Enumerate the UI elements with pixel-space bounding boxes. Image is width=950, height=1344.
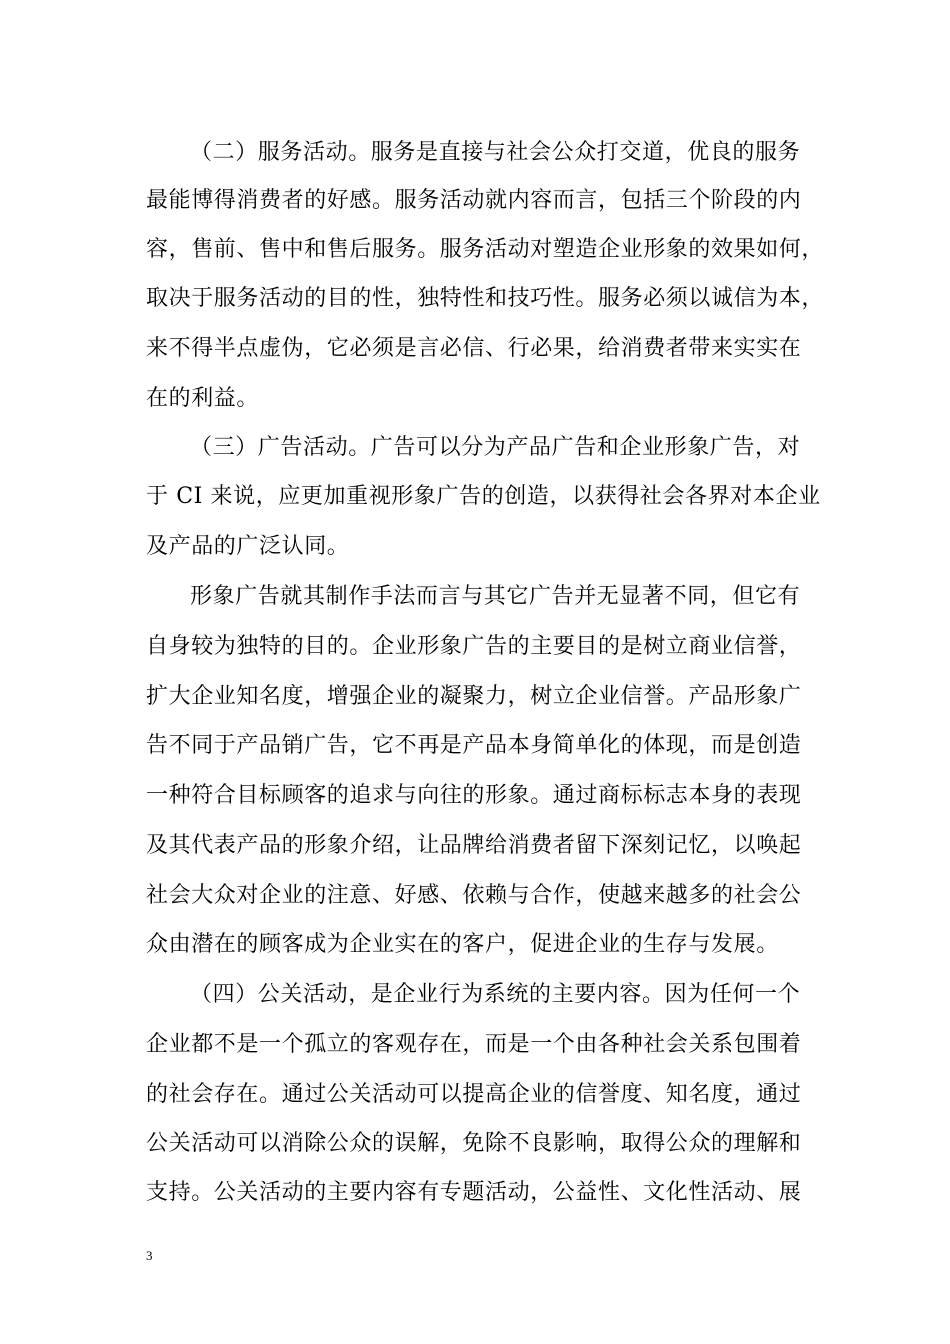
text-line: 公关活动可以消除公众的误解，免除不良影响，取得公众的理解和 bbox=[146, 1131, 802, 1156]
text-line: 告不同于产品销广告，它不再是产品本身简单化的体现，而是创造 bbox=[146, 733, 802, 758]
page-number: 3 bbox=[146, 1248, 153, 1263]
text-line: 社会大众对企业的注意、好感、依赖与合作，使越来越多的社会公 bbox=[146, 883, 802, 908]
text-line: 于 CI 来说，应更加重视形象广告的创造，以获得社会各界对本企业 bbox=[146, 484, 821, 509]
text-line: 企业都不是一个孤立的客观存在，而是一个由各种社会关系包围着 bbox=[146, 1032, 802, 1057]
text-line: 一种符合目标顾客的追求与向往的形象。通过商标标志本身的表现 bbox=[146, 783, 802, 808]
text-line: 支持。公关活动的主要内容有专题活动，公益性、文化性活动、展 bbox=[146, 1180, 802, 1205]
text-line: 及产品的广泛认同。 bbox=[146, 534, 350, 559]
text-line: 取决于服务活动的目的性，独特性和技巧性。服务必须以诚信为本， bbox=[146, 286, 825, 311]
text-line: 在的利益。 bbox=[146, 386, 260, 411]
text-line: 来不得半点虚伪，它必须是言必信、行必果，给消费者带来实实在 bbox=[146, 336, 802, 361]
text-line: 扩大企业知名度，增强企业的凝聚力，树立企业信誉。产品形象广 bbox=[146, 684, 802, 709]
text-line: （三）广告活动。广告可以分为产品广告和企业形象广告，对 bbox=[190, 435, 801, 460]
text-line: （二）服务活动。服务是直接与社会公众打交道，优良的服务 bbox=[190, 140, 801, 165]
text-line: 形象广告就其制作手法而言与其它广告并无显著不同，但它有 bbox=[190, 584, 801, 609]
text-line: 及其代表产品的形象介绍，让品牌给消费者留下深刻记忆，以唤起 bbox=[146, 833, 802, 858]
text-line: 容，售前、售中和售后服务。服务活动对塑造企业形象的效果如何， bbox=[146, 237, 825, 262]
text-line: （四）公关活动，是企业行为系统的主要内容。因为任何一个 bbox=[190, 982, 801, 1007]
text-line: 众由潜在的顾客成为企业实在的客户，促进企业的生存与发展。 bbox=[146, 932, 779, 957]
text-line: 的社会存在。通过公关活动可以提高企业的信誉度、知名度，通过 bbox=[146, 1082, 802, 1107]
text-line: 自身较为独特的目的。企业形象广告的主要目的是树立商业信誉， bbox=[146, 634, 802, 659]
text-line: 最能博得消费者的好感。服务活动就内容而言，包括三个阶段的内 bbox=[146, 188, 802, 213]
